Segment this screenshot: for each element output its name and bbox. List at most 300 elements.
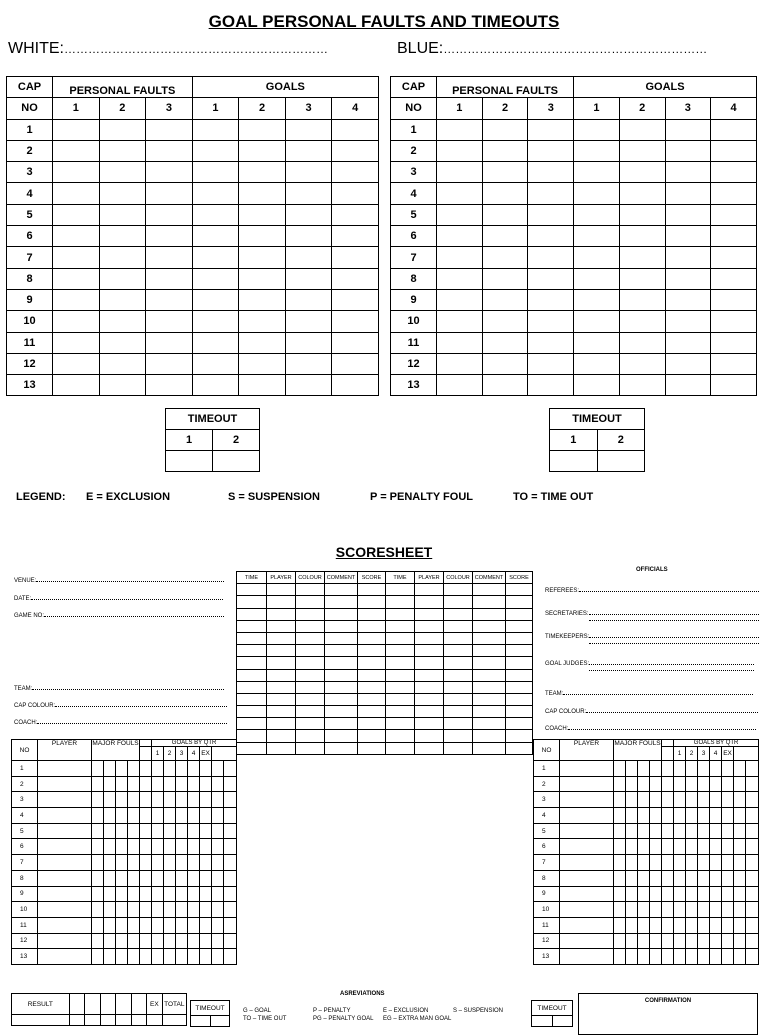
entry-cell — [482, 183, 528, 204]
entry-cell — [146, 204, 193, 225]
player-number: 3 — [12, 792, 38, 808]
player-entry — [212, 823, 224, 839]
table-row — [534, 839, 759, 855]
cap-number: 1 — [391, 119, 437, 140]
player-entry — [650, 855, 662, 871]
player-entry — [626, 917, 638, 933]
cap-number: 5 — [7, 204, 53, 225]
log-cell — [267, 584, 296, 596]
entry-cell — [285, 183, 332, 204]
player-entry — [164, 761, 176, 777]
right-player-table — [533, 739, 759, 965]
player-entry — [722, 808, 734, 824]
table-row — [12, 855, 237, 871]
entry-cell — [711, 311, 757, 332]
table-row — [237, 584, 533, 596]
qtr-col-header: 4 — [710, 747, 722, 761]
player-entry — [710, 933, 722, 949]
player-entry — [734, 917, 746, 933]
table-row — [534, 902, 759, 918]
entry-cell — [711, 332, 757, 353]
player-entry — [722, 949, 734, 965]
cap-number: 9 — [7, 289, 53, 310]
player-number: 12 — [534, 933, 560, 949]
team-field: TEAM: — [14, 686, 224, 692]
log-cell — [237, 730, 267, 742]
cap-number: 13 — [7, 375, 53, 396]
log-cell — [506, 645, 533, 657]
goal-col-header: 1 — [574, 98, 620, 119]
entry-cell — [528, 183, 574, 204]
log-cell — [473, 632, 506, 644]
table-row — [237, 730, 533, 742]
player-entry — [734, 949, 746, 965]
player-entry — [722, 933, 734, 949]
log-cell — [506, 730, 533, 742]
player-entry — [746, 855, 759, 871]
blue-faults-table — [390, 76, 757, 396]
table-row — [12, 902, 237, 918]
player-entry — [104, 949, 116, 965]
entry-cell — [332, 311, 379, 332]
player-entry — [128, 886, 140, 902]
player-entry — [164, 949, 176, 965]
table-row — [12, 886, 237, 902]
table-row — [391, 289, 757, 310]
entry-cell — [53, 289, 100, 310]
player-entry — [686, 949, 698, 965]
log-cell — [444, 693, 473, 705]
log-cell — [386, 730, 415, 742]
log-cell — [386, 620, 415, 632]
log-cell — [415, 669, 444, 681]
player-entry — [650, 808, 662, 824]
player-entry — [92, 855, 104, 871]
cap-header: CAP — [391, 77, 437, 98]
cap-number: 4 — [391, 183, 437, 204]
entry-cell — [619, 183, 665, 204]
player-entry — [722, 792, 734, 808]
player-entry — [104, 886, 116, 902]
player-entry — [614, 870, 626, 886]
entry-cell — [285, 226, 332, 247]
log-cell — [415, 706, 444, 718]
entry-cell — [192, 247, 239, 268]
pf-col-header: 2 — [482, 98, 528, 119]
log-cell — [473, 718, 506, 730]
entry-cell — [99, 289, 146, 310]
log-cell — [267, 669, 296, 681]
player-entry — [674, 839, 686, 855]
entry-cell — [285, 204, 332, 225]
table-row — [237, 620, 533, 632]
player-entry — [200, 792, 212, 808]
player-entry — [560, 823, 614, 839]
player-entry — [188, 870, 200, 886]
log-cell — [415, 596, 444, 608]
player-entry — [734, 933, 746, 949]
player-entry — [164, 776, 176, 792]
entry-cell — [192, 183, 239, 204]
entry-cell — [285, 247, 332, 268]
player-number: 10 — [12, 902, 38, 918]
table-row — [237, 718, 533, 730]
table-row — [237, 608, 533, 620]
entry-cell — [437, 268, 483, 289]
player-entry — [200, 855, 212, 871]
player-entry — [710, 776, 722, 792]
log-cell — [358, 584, 386, 596]
player-entry — [560, 870, 614, 886]
legend-penalty: P = PENALTY FOUL — [370, 491, 473, 503]
player-entry — [224, 823, 237, 839]
player-entry — [38, 933, 92, 949]
entry-cell — [99, 140, 146, 161]
entry-cell — [711, 162, 757, 183]
player-entry — [626, 870, 638, 886]
log-cell — [415, 620, 444, 632]
player-entry — [116, 870, 128, 886]
player-entry — [176, 808, 188, 824]
log-cell — [237, 632, 267, 644]
log-cell — [296, 681, 325, 693]
player-entry — [104, 902, 116, 918]
entry-cell — [239, 140, 286, 161]
player-entry — [152, 933, 164, 949]
player-entry — [710, 949, 722, 965]
player-entry — [92, 808, 104, 824]
player-entry — [188, 902, 200, 918]
pf-col-header: 1 — [53, 98, 100, 119]
player-entry — [614, 855, 626, 871]
entry-cell — [437, 204, 483, 225]
goal-col-header: 2 — [619, 98, 665, 119]
cap-number: 1 — [7, 119, 53, 140]
table-row — [7, 162, 379, 183]
entry-cell — [665, 375, 711, 396]
entry-cell — [192, 311, 239, 332]
entry-cell — [332, 247, 379, 268]
entry-cell — [574, 226, 620, 247]
entry-cell — [53, 119, 100, 140]
entry-cell — [665, 119, 711, 140]
player-entry — [638, 823, 650, 839]
log-cell — [296, 730, 325, 742]
result-table — [11, 993, 187, 1026]
log-cell — [473, 584, 506, 596]
entry-cell — [192, 162, 239, 183]
player-entry — [128, 870, 140, 886]
player-entry — [116, 886, 128, 902]
player-entry — [614, 823, 626, 839]
log-cell — [444, 645, 473, 657]
player-entry — [662, 902, 674, 918]
cap-number: 7 — [391, 247, 437, 268]
player-number: 11 — [534, 917, 560, 933]
player-entry — [140, 902, 152, 918]
entry-cell — [285, 140, 332, 161]
player-entry — [638, 839, 650, 855]
blank-header — [212, 747, 237, 761]
log-cell — [237, 608, 267, 620]
player-entry — [650, 886, 662, 902]
player-entry — [200, 933, 212, 949]
player-entry — [686, 855, 698, 871]
player-entry — [662, 776, 674, 792]
entry-cell — [192, 332, 239, 353]
coach-field: COACH: — [14, 720, 227, 726]
entry-cell — [146, 311, 193, 332]
player-entry — [140, 933, 152, 949]
player-entry — [734, 792, 746, 808]
pf-col-header: 1 — [437, 98, 483, 119]
entry-cell — [665, 353, 711, 374]
player-entry — [674, 902, 686, 918]
entry-cell — [437, 353, 483, 374]
entry-cell — [482, 268, 528, 289]
table-row — [7, 119, 379, 140]
entry-cell — [437, 226, 483, 247]
log-cell — [386, 706, 415, 718]
goal-col-header: 2 — [239, 98, 286, 119]
player-entry — [614, 886, 626, 902]
player-entry — [224, 839, 237, 855]
table-row — [534, 761, 759, 777]
qtr-col-header: 1 — [674, 747, 686, 761]
timeout-col: 2 — [597, 430, 645, 451]
table-row — [7, 204, 379, 225]
personal-faults-header: PERSONAL FAULTS — [437, 77, 574, 98]
player-number: 5 — [534, 823, 560, 839]
player-entry — [674, 761, 686, 777]
pf-col-header: 3 — [146, 98, 193, 119]
entry-cell — [192, 226, 239, 247]
player-entry — [104, 933, 116, 949]
player-entry — [38, 855, 92, 871]
player-entry — [746, 808, 759, 824]
log-cell — [296, 669, 325, 681]
entry-cell — [99, 183, 146, 204]
entry-cell — [192, 204, 239, 225]
entry-cell — [482, 375, 528, 396]
log-col-header: SCORE — [506, 572, 533, 584]
qtr-col-header: 4 — [188, 747, 200, 761]
log-cell — [325, 584, 358, 596]
left-player-table — [11, 739, 237, 965]
log-cell — [358, 706, 386, 718]
legend-exclusion: E = EXCLUSION — [86, 491, 171, 503]
player-entry — [638, 855, 650, 871]
player-entry — [188, 949, 200, 965]
table-row — [7, 226, 379, 247]
player-number: 9 — [534, 886, 560, 902]
player-entry — [176, 902, 188, 918]
player-entry — [722, 917, 734, 933]
entry-cell — [711, 247, 757, 268]
log-col-header: COLOUR — [296, 572, 325, 584]
log-cell — [386, 608, 415, 620]
player-entry — [140, 839, 152, 855]
player-entry — [128, 761, 140, 777]
table-row — [237, 693, 533, 705]
entry-cell — [665, 226, 711, 247]
player-entry — [140, 808, 152, 824]
entry-cell — [437, 311, 483, 332]
player-entry — [116, 761, 128, 777]
log-cell — [296, 706, 325, 718]
goal-col-header: 4 — [332, 98, 379, 119]
player-entry — [686, 839, 698, 855]
player-entry — [104, 855, 116, 871]
personal-faults-header: PERSONAL FAULTS — [53, 77, 193, 98]
player-entry — [38, 886, 92, 902]
table-row — [237, 681, 533, 693]
legend-label: LEGEND: — [16, 491, 66, 503]
player-entry — [152, 855, 164, 871]
entry-cell — [574, 353, 620, 374]
player-entry — [638, 933, 650, 949]
table-row — [391, 183, 757, 204]
player-entry — [626, 808, 638, 824]
log-cell — [444, 657, 473, 669]
player-entry — [164, 792, 176, 808]
entry-cell — [711, 119, 757, 140]
entry-cell — [574, 289, 620, 310]
player-entry — [626, 792, 638, 808]
entry-cell — [665, 268, 711, 289]
entry-cell — [574, 140, 620, 161]
player-entry — [128, 776, 140, 792]
officials-heading: OFFICIALS — [636, 567, 668, 573]
table-row — [391, 268, 757, 289]
player-entry — [698, 917, 710, 933]
entry-cell — [99, 247, 146, 268]
table-row — [7, 353, 379, 374]
log-cell — [358, 620, 386, 632]
player-entry — [626, 902, 638, 918]
player-entry — [38, 902, 92, 918]
blue-label: BLUE: — [397, 40, 444, 57]
log-cell — [296, 718, 325, 730]
log-col-header: PLAYER — [415, 572, 444, 584]
player-entry — [650, 933, 662, 949]
entry-cell — [53, 247, 100, 268]
player-entry — [626, 776, 638, 792]
cap-number: 7 — [7, 247, 53, 268]
player-entry — [686, 933, 698, 949]
entry-cell — [239, 247, 286, 268]
entry-cell — [711, 289, 757, 310]
player-entry — [626, 949, 638, 965]
player-entry — [710, 870, 722, 886]
player-entry — [176, 949, 188, 965]
player-entry — [626, 839, 638, 855]
qtr-col-header: 3 — [698, 747, 710, 761]
player-entry — [686, 902, 698, 918]
referees-field: REFEREES: — [545, 588, 759, 594]
log-cell — [386, 632, 415, 644]
entry-cell — [574, 119, 620, 140]
cap-number: 10 — [391, 311, 437, 332]
player-entry — [734, 870, 746, 886]
player-entry — [188, 823, 200, 839]
log-cell — [358, 730, 386, 742]
player-number: 1 — [12, 761, 38, 777]
log-cell — [386, 681, 415, 693]
log-cell — [415, 730, 444, 742]
abbreviations-list: G – GOAL P – PENALTY E – EXCLUSION S – SUSPENSION TO – TIME OUT PG – PENALTY GOAL EG – EXTRA MAN GOAL — [243, 1008, 504, 1022]
entry-cell — [99, 226, 146, 247]
no-header: NO — [12, 740, 38, 761]
log-cell — [267, 608, 296, 620]
table-row — [12, 870, 237, 886]
player-entry — [38, 761, 92, 777]
player-entry — [746, 761, 759, 777]
log-cell — [267, 657, 296, 669]
player-entry — [698, 902, 710, 918]
entry-cell — [53, 226, 100, 247]
player-entry — [626, 886, 638, 902]
player-entry — [614, 792, 626, 808]
player-entry — [746, 902, 759, 918]
log-cell — [325, 596, 358, 608]
qtr-col-header: 3 — [176, 747, 188, 761]
log-col-header: COMMENT — [473, 572, 506, 584]
log-col-header: COLOUR — [444, 572, 473, 584]
log-cell — [267, 718, 296, 730]
cap-colour-field: CAP COLOUR: — [14, 703, 227, 709]
entry-cell — [482, 162, 528, 183]
table-row — [12, 808, 237, 824]
log-cell — [267, 730, 296, 742]
cap-number: 2 — [7, 140, 53, 161]
entry-cell — [332, 268, 379, 289]
entry-cell — [437, 289, 483, 310]
log-cell — [267, 632, 296, 644]
log-cell — [444, 608, 473, 620]
entry-cell — [528, 247, 574, 268]
player-entry — [638, 917, 650, 933]
entry-cell — [192, 375, 239, 396]
player-entry — [116, 808, 128, 824]
log-cell — [415, 742, 444, 754]
entry-cell — [482, 311, 528, 332]
entry-cell — [285, 353, 332, 374]
goals-by-qtr-header: GOALS BY QTR — [152, 740, 237, 747]
player-entry — [212, 839, 224, 855]
player-entry — [560, 792, 614, 808]
player-entry — [686, 761, 698, 777]
player-entry — [710, 808, 722, 824]
qtr-col-header: 2 — [164, 747, 176, 761]
player-entry — [140, 823, 152, 839]
entry-cell — [574, 375, 620, 396]
entry-cell — [53, 353, 100, 374]
entry-cell — [665, 289, 711, 310]
player-entry — [224, 776, 237, 792]
entry-cell — [619, 119, 665, 140]
entry-cell — [665, 332, 711, 353]
log-cell — [386, 718, 415, 730]
entry-cell — [711, 226, 757, 247]
player-entry — [662, 808, 674, 824]
log-cell — [444, 730, 473, 742]
white-team-line — [8, 40, 328, 58]
player-entry — [212, 792, 224, 808]
timeout-entry — [210, 1016, 230, 1027]
entry-cell — [437, 119, 483, 140]
entry-cell — [528, 375, 574, 396]
